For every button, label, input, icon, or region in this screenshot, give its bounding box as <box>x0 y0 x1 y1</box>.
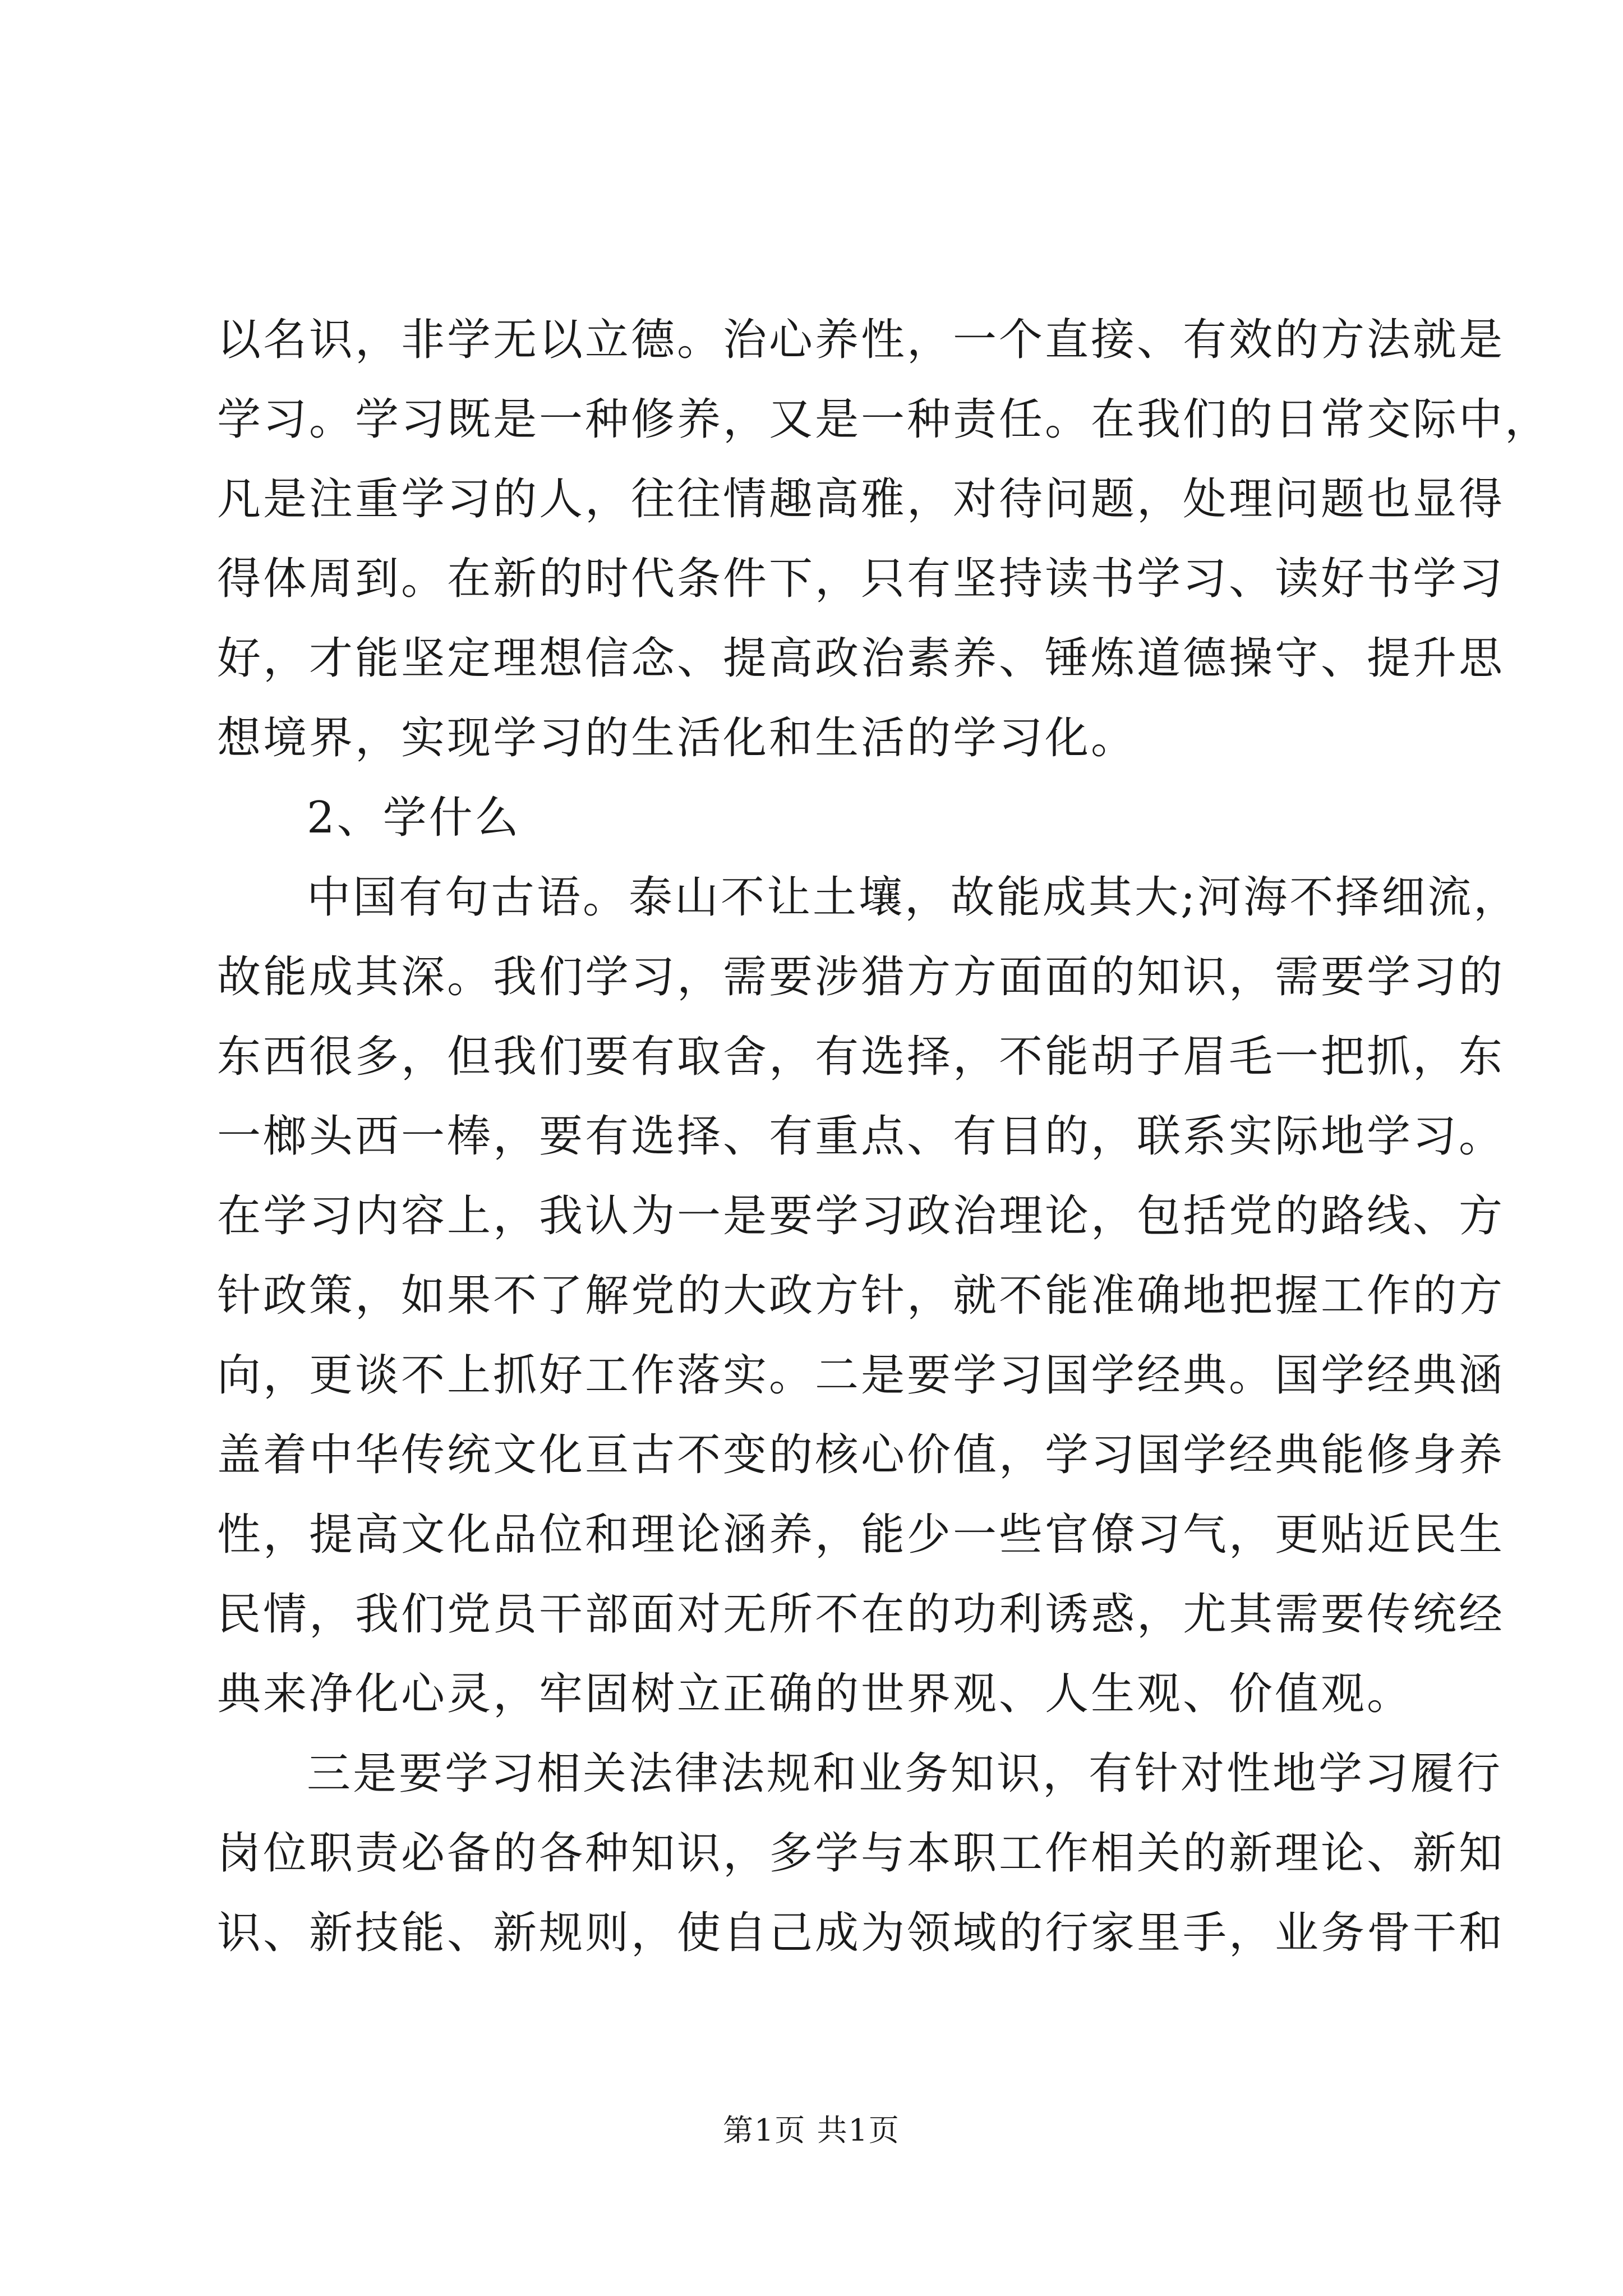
text-line: 三是要学习相关法律法规和业务知识，有针对性地学习履行 <box>307 1749 1503 1799</box>
text-line: 在学习内容上，我认为一是要学习政治理论，包括党的路线、方 <box>217 1191 1505 1241</box>
text-line: 想境界，实现学习的生活化和生活的学习化。 <box>217 713 1137 763</box>
text-line: 东西很多，但我们要有取舍，有选择，不能胡子眉毛一把抓，东 <box>217 1032 1505 1082</box>
text-line: 好，才能坚定理想信念、提高政治素养、锤炼道德操守、提升思 <box>217 633 1505 684</box>
text-line: 典来净化心灵，牢固树立正确的世界观、人生观、价值观。 <box>217 1669 1413 1719</box>
text-line: 识、新技能、新规则，使自己成为领域的行家里手，业务骨干和 <box>217 1908 1505 1958</box>
text-line: 凡是注重学习的人，往往情趣高雅，对待问题，处理问题也显得 <box>217 474 1505 524</box>
page-number-label: 第1页 共1页 <box>723 2113 900 2148</box>
body-text <box>217 300 1551 1973</box>
text-line: 以名识，非学无以立德。治心养性，一个直接、有效的方法就是 <box>217 315 1505 365</box>
text-line: 岗位职责必备的各种知识，多学与本职工作相关的新理论、新知 <box>217 1828 1505 1879</box>
text-line: 向，更谈不上抓好工作落实。二是要学习国学经典。国学经典涵 <box>217 1350 1505 1401</box>
text-line: 针政策，如果不了解党的大政方针，就不能准确地把握工作的方 <box>217 1271 1505 1321</box>
text-line: 中国有句古语。泰山不让土壤，故能成其大;河海不择细流， <box>307 872 1520 923</box>
text-line: 盖着中华传统文化亘古不变的核心价值，学习国学经典能修身养 <box>217 1430 1505 1480</box>
text-line: 得体周到。在新的时代条件下，只有坚持读书学习、读好书学习 <box>217 554 1505 604</box>
section-heading: 2、学什么 <box>307 793 521 843</box>
text-line: 学习。学习既是一种修养，又是一种责任。在我们的日常交际中， <box>217 394 1551 445</box>
text-line: 一榔头西一棒，要有选择、有重点、有目的，联系实际地学习。 <box>217 1111 1505 1162</box>
text-line: 故能成其深。我们学习，需要涉猎方方面面的知识，需要学习的 <box>217 952 1505 1002</box>
text-line: 性，提高文化品位和理论涵养，能少一些官僚习气，更贴近民生 <box>217 1510 1505 1560</box>
text-line: 民情，我们党员干部面对无所不在的功利诱惑，尤其需要传统经 <box>217 1589 1505 1640</box>
page-footer <box>0 2106 1623 2150</box>
